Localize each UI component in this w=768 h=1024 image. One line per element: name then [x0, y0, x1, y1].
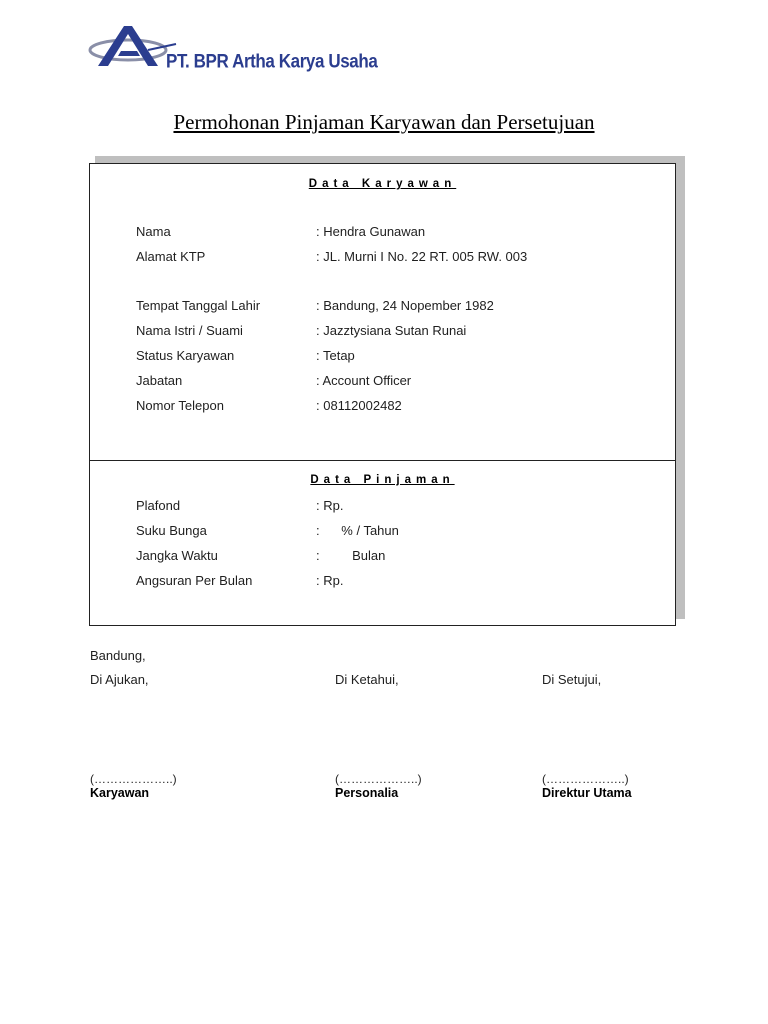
signature-blank: (………………..): [90, 772, 177, 786]
field-label: Suku Bunga: [136, 523, 207, 538]
loan-data-box: [89, 460, 676, 626]
signature-blank: (………………..): [542, 772, 629, 786]
field-value: : Rp.: [316, 573, 344, 588]
field-label: Alamat KTP: [136, 249, 206, 264]
field-label: Nama Istri / Suami: [136, 323, 243, 338]
field-label: Status Karyawan: [136, 348, 235, 363]
field-value: : Bandung, 24 Nopember 1982: [316, 298, 494, 313]
field-value: : % / Tahun: [316, 523, 399, 538]
field-value: : Jazztysiana Sutan Runai: [316, 323, 467, 338]
field-value: : Tetap: [316, 348, 355, 363]
signature-caption: Di Ketahui,: [335, 672, 399, 687]
field-label: Angsuran Per Bulan: [136, 573, 253, 588]
employee-data-box: [89, 163, 676, 461]
city-text: Bandung,: [90, 648, 146, 663]
company-logo-icon: [88, 22, 178, 72]
field-value: : Hendra Gunawan: [316, 224, 426, 239]
signature-caption: Di Setujui,: [542, 672, 602, 687]
employee-section-title: Data Karyawan: [308, 178, 457, 190]
signature-role: Karyawan: [90, 786, 150, 800]
field-label: Tempat Tanggal Lahir: [136, 298, 261, 313]
field-value: : Rp.: [316, 498, 344, 513]
signature-blank: (………………..): [335, 772, 422, 786]
field-value: : 08112002482: [316, 398, 402, 413]
field-value: : Account Officer: [316, 373, 412, 388]
field-label: Plafond: [136, 498, 181, 513]
signature-role: Direktur Utama: [542, 786, 632, 800]
field-label: Nama: [136, 224, 171, 239]
document-title: Permohonan Pinjaman Karyawan dan Persetujuan: [173, 110, 595, 134]
field-value: : Bulan: [316, 548, 386, 563]
field-label: Jabatan: [136, 373, 183, 388]
field-label: Nomor Telepon: [136, 398, 224, 413]
company-name: PT. BPR Artha Karya Usaha: [166, 50, 378, 72]
signature-caption: Di Ajukan,: [90, 672, 149, 687]
signature-role: Personalia: [335, 786, 399, 800]
loan-section-title: Data Pinjaman: [310, 474, 455, 486]
field-label: Jangka Waktu: [136, 548, 218, 563]
field-value: : JL. Murni I No. 22 RT. 005 RW. 003: [316, 249, 528, 264]
